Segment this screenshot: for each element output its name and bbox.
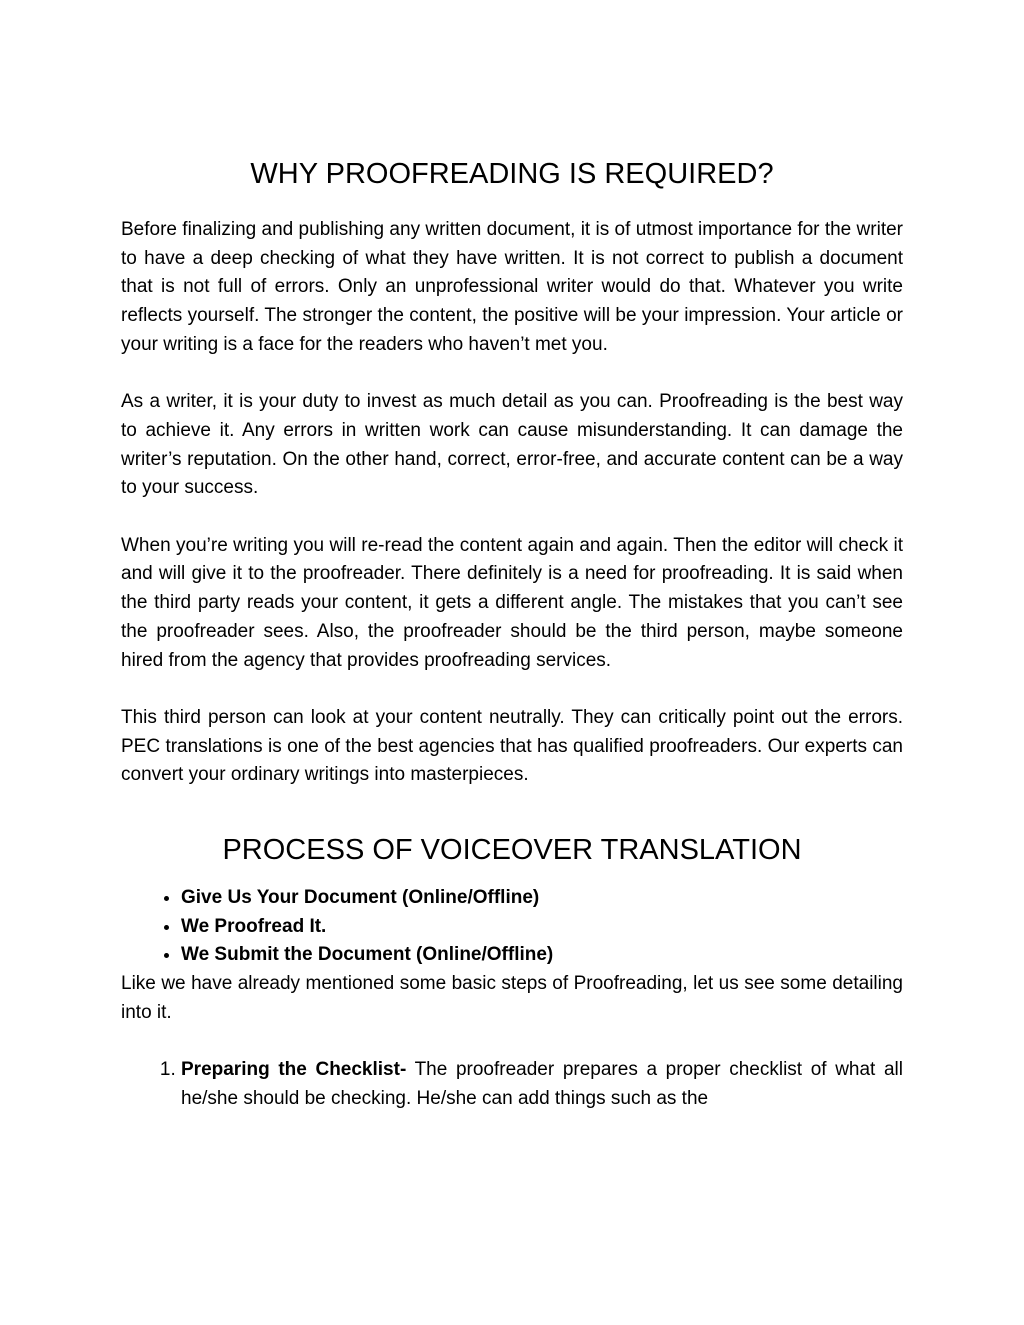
step-item [181,1056,903,1113]
section-heading-why-proofreading: WHY PROOFREADING IS REQUIRED? [250,158,774,190]
paragraph: When you’re writing you will re-read the content again and again. Then the editor will check it and will give it to the proofreader. There definitely is a need for proofreading. It is said when the third party reads your content, it gets a different angle. The mistakes that you can’t see the proofreader sees. Also, the proofreader should be the third person, maybe someone hired from the agency that provides proofreading services. [121,534,903,671]
paragraph: As a writer, it is your duty to invest as much detail as you can. Proofreading is the best way to achieve it. Any errors in written work can cause misunderstanding. It can damage the writer’s reputation. On the other hand, correct, error-free, and accurate content can be a way to your success. [121,391,903,499]
section-heading-process: PROCESS OF VOICEOVER TRANSLATION [222,834,802,867]
step-title: Preparing the Checklist- [181,1059,407,1081]
paragraph: This third person can look at your content neutrally. They can critically point out the errors. PEC translations is one of the best agencies that has qualified proofreaders. Our experts can convert your ordinary writings into masterpieces. [121,706,903,786]
bullet-item: • We Submit the Document (Online/Offline) [181,941,903,970]
steps-numbered-list [121,1056,903,1113]
steps-intro-paragraph: Like we have already mentioned some basic steps of Proofreading, let us see some detailing into it. [121,973,903,1023]
process-bullet-list [121,884,903,970]
document-body [121,150,903,1114]
bullet-item: • Give Us Your Document (Online/Offline) [181,884,903,913]
step-text: The proofreader prepares a proper checklist of what all he/she should be checking. He/she can add things such as the [181,1059,903,1109]
paragraph: Before finalizing and publishing any written document, it is of utmost importance for the writer to have a deep checking of what they have written. It is not correct to publish a document that is not full of errors. Only an unprofessional writer would do that. Whatever you write reflects yourself. The stronger the content, the positive will be your impression. Your article or your writing is a face for the readers who haven’t met you. [121,219,903,355]
bullet-item: • We Proofread It. [181,913,903,942]
